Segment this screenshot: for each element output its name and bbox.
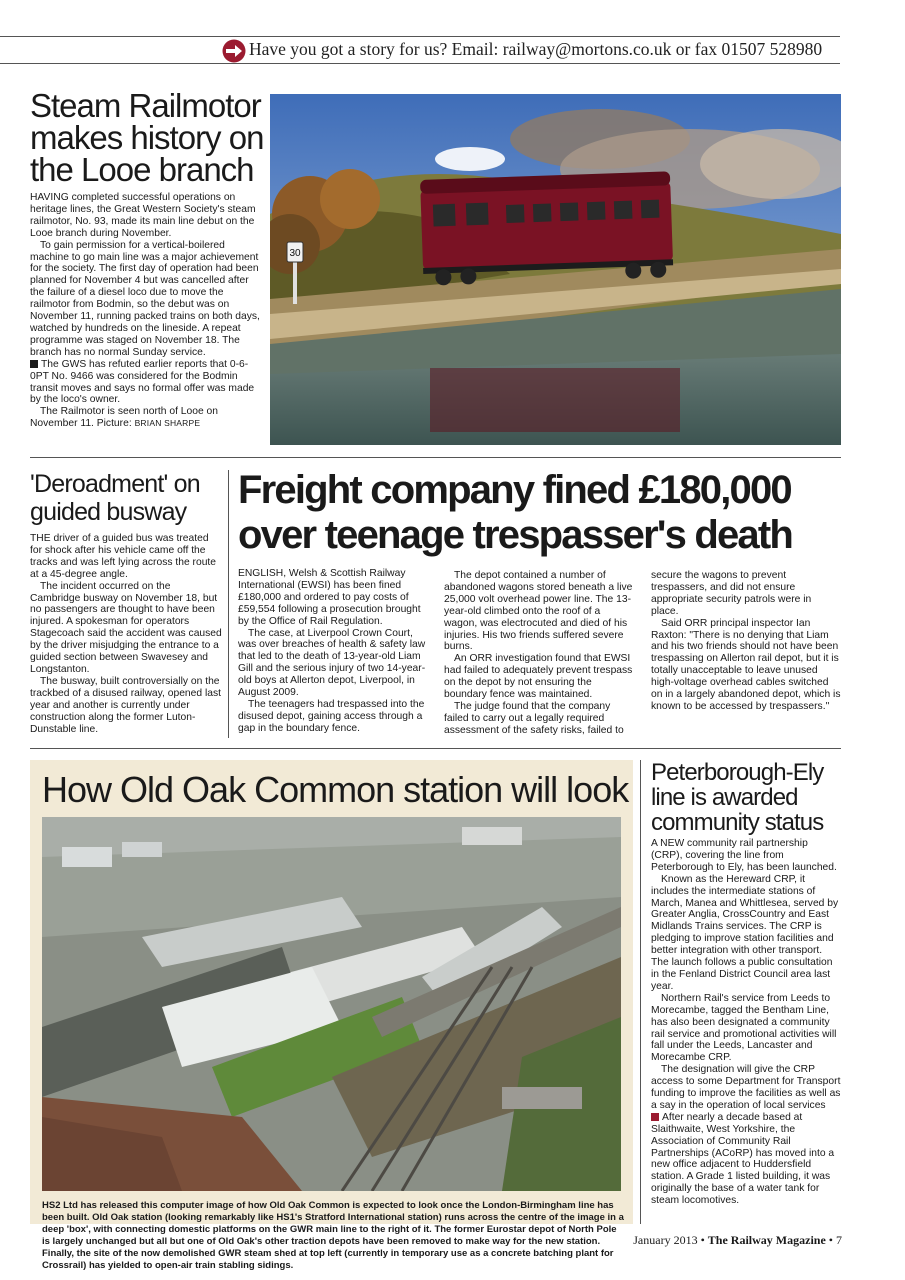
oldoak-headline: How Old Oak Common station will look — [42, 769, 629, 810]
banner-top-rule — [0, 36, 840, 37]
banner-bottom-rule — [0, 63, 840, 64]
busway-headline: 'Deroadment' on guided busway — [30, 470, 200, 526]
freight-col-3: secure the wagons to prevent trespassers, and did not ensure appropriate security patrols were in place. Said ORR principal inspector Ian Raxton: "There is no denying that Liam and his two friends should not have been trespassing on Allerton rail depot, but it is totally unacceptable to leave unused high-voltage overhead cables switched on in a largely abandoned depot, which is known to be accessed by trespassers." — [651, 570, 841, 712]
railmotor-photo — [270, 94, 841, 445]
section-divider-2 — [30, 748, 841, 749]
arrow-icon — [222, 39, 246, 63]
freight-col-2: The depot contained a number of abandoned wagons stored beneath a live 25,000 volt overhead power line. The 13-year-old climbed onto the roof of a wagon, was electrocuted and died of his injuries. His two friends suffered severe burns. An ORR investigation found that EWSI had failed to adequately prevent trespass on the depot by not ensuring the boundary fence was maintained. The judge found that the company failed to carry out a legally required assessment of the safety risks, failed to — [444, 570, 633, 736]
bullet-square-icon — [651, 1113, 659, 1121]
railmotor-illustration — [270, 94, 841, 445]
page-number: 7 — [836, 1233, 842, 1247]
banner-text: Have you got a story for us? Email: railway@mortons.co.uk or fax 01507 528980 — [249, 39, 823, 59]
page-footer: January 2013 • The Railway Magazine • 7 — [633, 1233, 842, 1247]
railmotor-headline: Steam Railmotor makes history on the Looe branch — [30, 87, 264, 188]
oldoak-photo — [42, 817, 621, 1191]
peterborough-headline: Peterborough-Ely line is awarded community status — [651, 759, 824, 836]
oldoak-caption: HS2 Ltd has released this computer image of how Old Oak Common is expected to look once the London-Birmingham line has been built. Old Oak station (looking remarkably like HS1's Stratford International station) runs across the centre of the image in a deep 'box', with connecting domestic platforms on the GWR main line to the right of it. The former Eurostar depot of North Pole is largely unchanged but all but one of Old Oak's other traction depots have been removed to make way for the new station. Finally, the site of the now demolished GWR steam shed at top left (currently in temporary use as a concrete batching plant for Crossrail) has yielded to open-air train stabling sidings. — [42, 1200, 624, 1271]
oldoak-panel — [30, 760, 633, 1271]
speed-sign-text: 30 — [289, 248, 301, 259]
peterborough-body: A NEW community rail partnership (CRP), covering the line from Peterborough to Ely, has been launched. Known as the Hereward CRP, it includes the intermediate stations of March, Manea and Whittlesea, served by Greater Anglia, CrossCountry and East Midlands Trains services. The CRP is pledging to improve station facilities and better integration with other transport. The launch follows a public consultation in the Fenland District Council area last year. Northern Rail's service from Leeds to Morecambe, tagged the Bentham Line, has also been designated a community rail service and promotional activities will fall under the Leeds, Lancaster and Morecambe CRP. The designation will give the CRP access to some Department for Transport funding to improve the facilities as well as a say in the operation of local services After nearly a decade based at Slaithwaite, West Yorkshire, the Association of Community Rail Partnerships (ACoRP) has moved into a new office adjacent to Huddersfield station. A Grade 1 listed building, it was originally the base of a water tank for steam locomotives. — [651, 838, 841, 1207]
story-banner — [222, 38, 842, 62]
freight-col-1: ENGLISH, Welsh & Scottish Railway International (EWSI) has been fined £180,000 and ordered to pay costs of £59,554 following a prosecution brought by the Office of Rail Regulation. The case, at Liverpool Crown Court, was over breaches of health & safety law that led to the death of 13-year-old Liam Gill and the serious injury of two 14-year-old boys at Allerton depot, Liverpool, in August 2009. The teenagers had trespassed into the disused depot, gaining access through a gap in the boundary fence. — [238, 568, 426, 734]
oldoak-illustration — [42, 817, 621, 1191]
column-divider-busway — [228, 470, 229, 738]
bullet-square-icon — [30, 360, 38, 368]
section-divider-1 — [30, 457, 841, 458]
railmotor-body: HAVING completed successful operations on heritage lines, the Great Western Society's steam railmotor, No. 93, made its main line debut on the Looe branch during November. To gain permission for a vertical-boilered machine to go main line was a major achievement for the society. The first day of operation had been planned for November 4 but was cancelled after the failure of a diesel loco due to move the railmotor from Bodmin, so the debut was on November 11, running packed trains on both days, watched by hundreds on the lineside. A repeat programme was staged on November 18. The branch has no normal Sunday service. The GWS has refuted earlier reports that 0-6-0PT No. 9466 was considered for the Bodmin transit moves and says no formal offer was made by the loco's owner. The Railmotor is seen north of Looe on November 11. Picture: BRIAN SHARPE — [30, 192, 260, 430]
column-divider-peterborough — [640, 760, 641, 1224]
freight-headline: Freight company fined £180,000 over teenage trespasser's death — [238, 468, 793, 557]
footer-magazine: The Railway Magazine — [707, 1233, 826, 1247]
busway-body: THE driver of a guided bus was treated for shock after his vehicle came off the tracks and was left lying across the route at a 45-degree angle. The incident occurred on the Cambridge busway on November 18, but no passengers are thought to have been injured. A spokesman for operators Stagecoach said the accident was caused by the driver misjudging the entrance to a guided section between Swavesey and Longstanton. The busway, built controversially on the trackbed of a disused railway, opened last year and another is currently under construction along the former Luton-Dunstable line. — [30, 533, 222, 735]
footer-date: January 2013 — [633, 1233, 698, 1247]
